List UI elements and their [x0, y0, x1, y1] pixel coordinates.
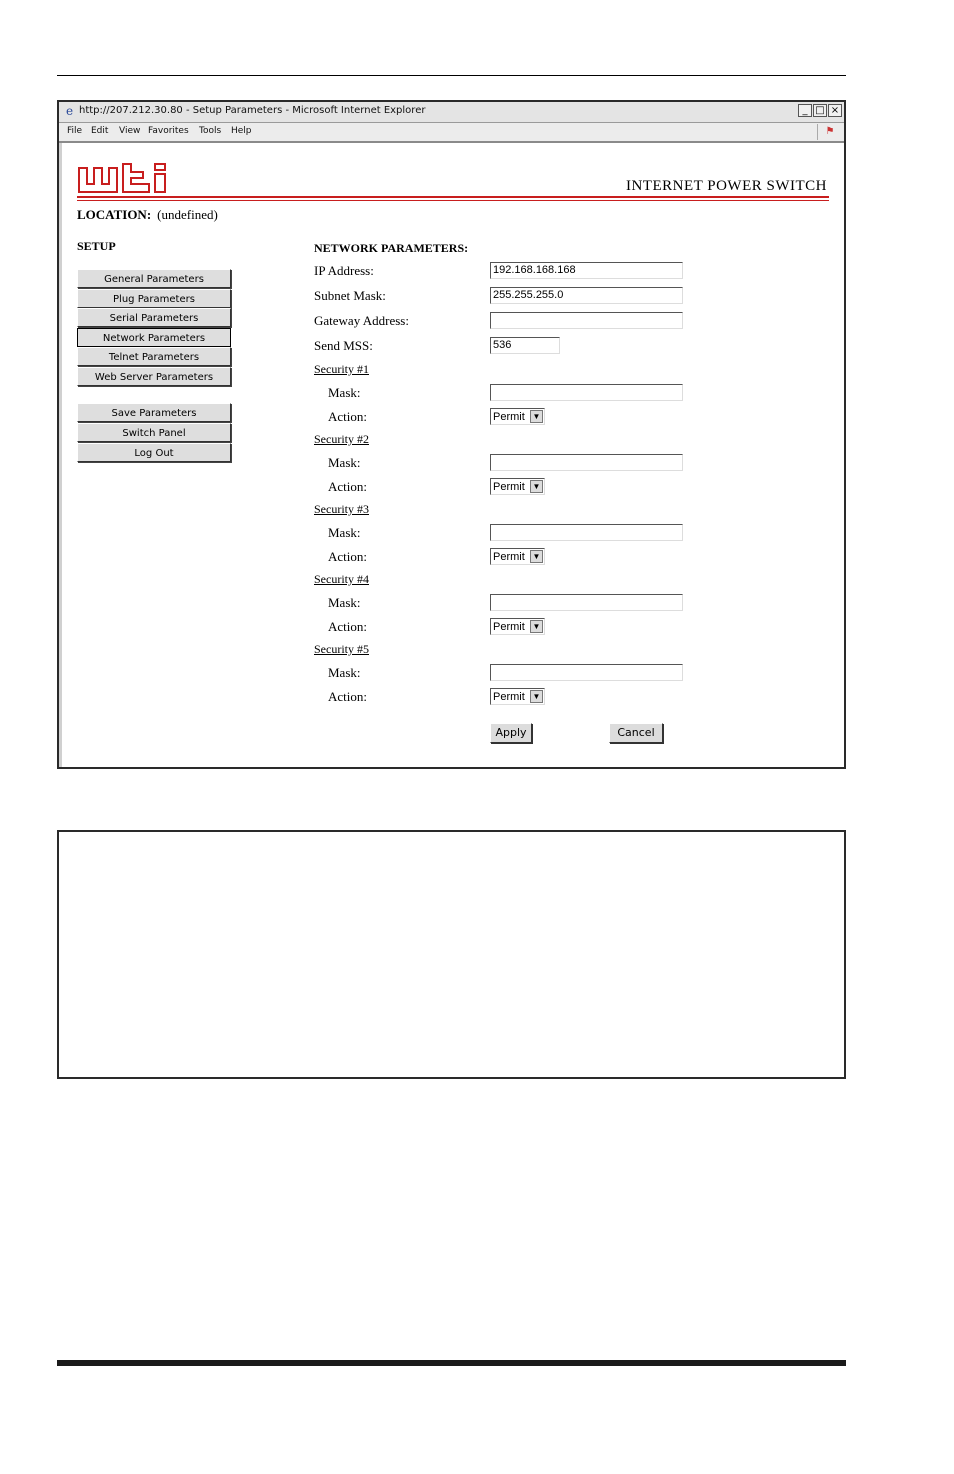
security-5-heading: Security #5 — [314, 642, 369, 656]
subnet-mask-label: Subnet Mask: — [314, 288, 386, 303]
security-3-action-select[interactable] — [490, 548, 545, 565]
save-parameters-button[interactable]: Save Parameters — [77, 403, 231, 422]
web-server-parameters-button[interactable]: Web Server Parameters — [77, 367, 231, 386]
gateway-address-input[interactable] — [490, 312, 683, 329]
wti-logo — [77, 162, 169, 196]
subnet-mask-input[interactable]: 255.255.255.0 — [490, 287, 683, 304]
log-out-button[interactable]: Log Out — [77, 443, 231, 462]
security-3-heading: Security #3 — [314, 502, 369, 516]
menu-bar — [59, 123, 844, 143]
security-3-action-label: Action: — [328, 549, 367, 564]
switch-panel-button[interactable]: Switch Panel — [77, 423, 231, 442]
general-parameters-button[interactable]: General Parameters — [77, 269, 231, 288]
security-5-mask-label: Mask: — [328, 665, 361, 680]
setup-heading: SETUP — [77, 239, 116, 253]
dropdown-arrow-icon[interactable]: ▼ — [530, 410, 543, 423]
ie-page-icon: e — [65, 104, 74, 118]
security-2-mask-label: Mask: — [328, 455, 361, 470]
location-line — [77, 207, 218, 223]
browser-window — [57, 100, 846, 769]
apply-button[interactable]: Apply — [490, 723, 532, 743]
dropdown-arrow-icon[interactable]: ▼ — [530, 620, 543, 633]
security-2-action-label: Action: — [328, 479, 367, 494]
location-value: (undefined) — [157, 207, 218, 222]
send-mss-input[interactable]: 536 — [490, 337, 560, 354]
network-parameters-button[interactable]: Network Parameters — [77, 328, 231, 347]
header-rule-thin — [77, 200, 829, 201]
ip-address-input[interactable]: 192.168.168.168 — [490, 262, 683, 279]
menu-help[interactable]: Help — [231, 126, 252, 136]
page-bottom-rule — [57, 1360, 846, 1366]
security-2-heading: Security #2 — [314, 432, 369, 446]
security-1-action-select[interactable] — [490, 408, 545, 425]
menu-favorites[interactable]: Favorites — [148, 126, 189, 136]
security-4-action-value: Permit — [493, 621, 525, 633]
title-bar — [59, 102, 844, 123]
serial-parameters-button[interactable]: Serial Parameters — [77, 308, 231, 327]
minimize-button[interactable]: _ — [798, 104, 812, 117]
security-3-mask-input[interactable] — [490, 524, 683, 541]
ip-address-label: IP Address: — [314, 263, 374, 278]
dropdown-arrow-icon[interactable]: ▼ — [530, 550, 543, 563]
close-button[interactable]: × — [828, 104, 842, 117]
dropdown-arrow-icon[interactable]: ▼ — [530, 690, 543, 703]
security-5-action-select[interactable] — [490, 688, 545, 705]
maximize-button[interactable]: □ — [813, 104, 827, 117]
security-4-action-select[interactable] — [490, 618, 545, 635]
send-mss-label: Send MSS: — [314, 338, 373, 353]
header-rule — [77, 196, 829, 198]
security-5-action-label: Action: — [328, 689, 367, 704]
menu-tools[interactable]: Tools — [199, 126, 222, 136]
telnet-parameters-button[interactable]: Telnet Parameters — [77, 347, 231, 366]
security-5-mask-input[interactable] — [490, 664, 683, 681]
menu-edit[interactable]: Edit — [91, 126, 109, 136]
security-3-action-value: Permit — [493, 551, 525, 563]
security-3-mask-label: Mask: — [328, 525, 361, 540]
security-4-mask-label: Mask: — [328, 595, 361, 610]
security-1-action-value: Permit — [493, 411, 525, 423]
security-2-action-value: Permit — [493, 481, 525, 493]
security-5-action-value: Permit — [493, 691, 525, 703]
security-1-action-label: Action: — [328, 409, 367, 424]
content-frame-edge — [59, 143, 62, 767]
product-title: INTERNET POWER SWITCH — [625, 178, 827, 194]
network-parameters-title: NETWORK PARAMETERS: — [314, 241, 469, 255]
security-4-mask-input[interactable] — [490, 594, 683, 611]
security-1-heading: Security #1 — [314, 362, 369, 376]
page-top-rule — [57, 75, 846, 76]
security-1-mask-label: Mask: — [328, 385, 361, 400]
gateway-address-label: Gateway Address: — [314, 313, 409, 328]
note-box — [57, 830, 846, 1079]
dropdown-arrow-icon[interactable]: ▼ — [530, 480, 543, 493]
plug-parameters-button[interactable]: Plug Parameters — [77, 289, 231, 308]
security-1-mask-input[interactable] — [490, 384, 683, 401]
security-4-heading: Security #4 — [314, 572, 369, 586]
window-title: http://207.212.30.80 - Setup Parameters - Microsoft Internet Explorer — [79, 105, 426, 116]
cancel-button[interactable]: Cancel — [609, 723, 663, 743]
security-2-action-select[interactable] — [490, 478, 545, 495]
window-controls — [798, 104, 842, 117]
menu-view[interactable]: View — [119, 126, 141, 136]
menu-file[interactable]: File — [67, 126, 83, 136]
windows-flag-icon: ⚑ — [817, 124, 842, 140]
location-label: LOCATION: — [77, 207, 152, 222]
security-2-mask-input[interactable] — [490, 454, 683, 471]
security-4-action-label: Action: — [328, 619, 367, 634]
